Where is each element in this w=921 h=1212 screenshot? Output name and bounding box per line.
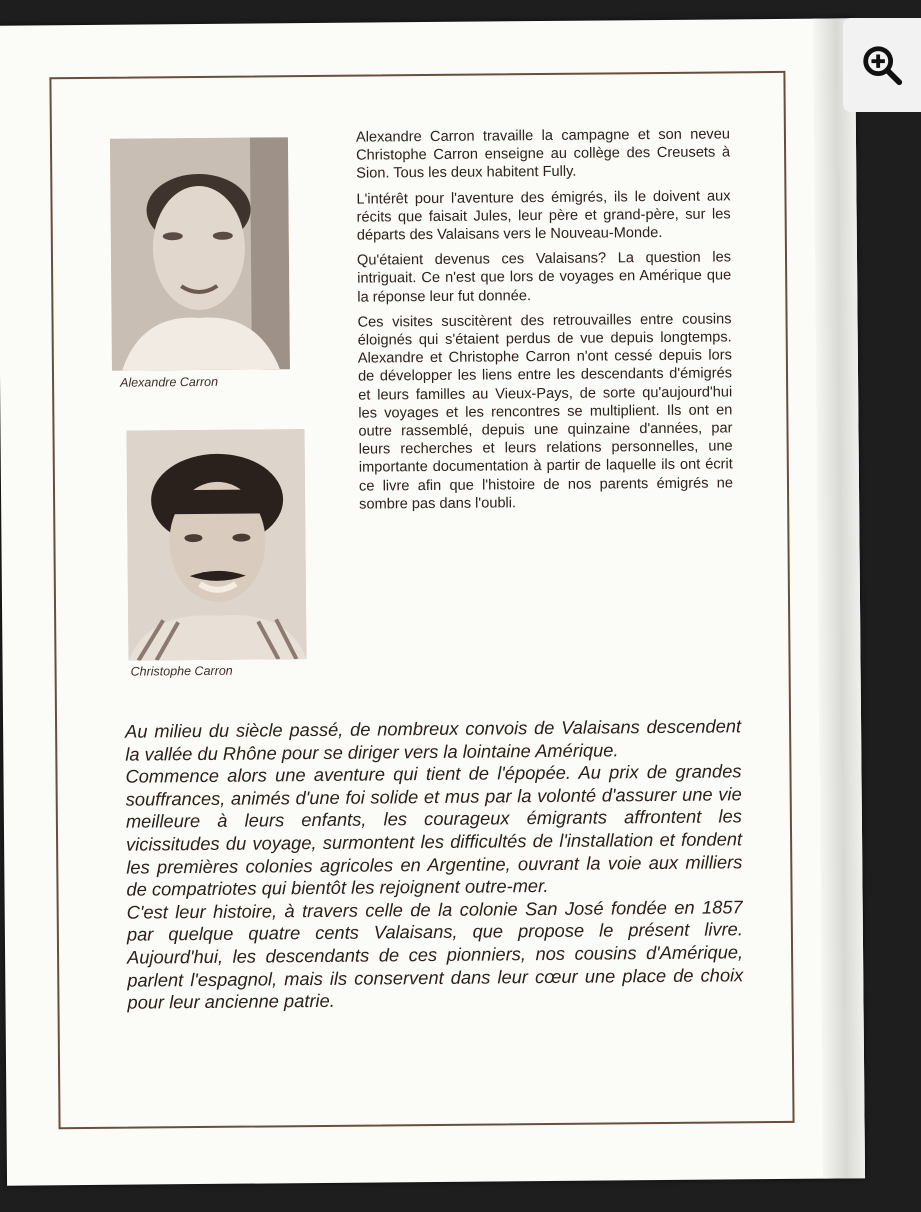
photo-caption-alexandre: Alexandre Carron: [120, 374, 219, 390]
zoom-in-icon: [859, 42, 905, 88]
book-back-cover: [0, 18, 865, 1185]
zoom-button[interactable]: [843, 18, 921, 112]
blurb-paragraph: Au milieu du siècle passé, de nombreux convois de Valaisans descendent la vallée du Rhône pour se diriger vers la lointaine Amérique.: [125, 715, 742, 765]
book-blurb: [125, 715, 744, 1014]
bio-paragraph: Alexandre Carron travaille la campagne et son neveu Christophe Carron enseigne au collège des Creusets à Sion. Tous les deux habitent Fully.: [355, 126, 731, 183]
blurb-paragraph: C'est leur histoire, à travers celle de la colonie San José fondée en 1857 par quelque quatre cents Valaisans, que propose le présent livre. Aujourd'hui, les descendants de ces pionniers, nos cousins d'Amérique, parlent l'espagnol, mais ils conservent dans leur cœur une place de choix pour leur ancienne patrie.: [126, 896, 744, 1013]
author-photo-alexandre: [110, 137, 290, 371]
cover-frame: [49, 71, 794, 1129]
author-photo-christophe: [126, 429, 306, 661]
photo-caption-christophe: Christophe Carron: [130, 663, 233, 679]
bio-paragraph: Ces visites suscitèrent des retrouvailles entre cousins éloignés qui s'étaient perdus de vue depuis longtemps. Alexandre et Christophe Carron n'ont cessé depuis lors de développer les liens entre les descendants d'émigrés et leurs familles au Vieux-Pays, de sorte qu'aujourd'hui les voyages et les rencontres se multiplient. Ils ont en outre rassemblé, depuis une quinzaine d'années, par leurs recherches et leurs relations personnelles, une importante documentation à partir de laquelle ils ont écrit ce livre afin que l'histoire de nos parents émigrés ne sombre pas dans l'oubli.: [357, 311, 734, 513]
bio-paragraph: Qu'étaient devenus ces Valaisans? La question les intriguait. Ce n'est que lors de voyages en Amérique que la réponse leur fut donnée.: [356, 249, 732, 306]
bio-paragraph: L'intérêt pour l'aventure des émigrés, ils le doivent aux récits que faisait Jules, leur père et grand-père, sur les départs des Valaisans vers le Nouveau-Monde.: [356, 187, 731, 244]
author-bio: [356, 125, 733, 520]
blurb-paragraph: Commence alors une aventure qui tient de l'épopée. Au prix de grandes souffrances, animés d'une foi solide et mus par la volonté d'assurer une vie meilleure à leurs enfants, les courageux émigrants affrontent les vicissitudes du voyage, surmontent les difficultés de l'installation et fondent les premières colonies agricoles en Argentine, ouvrant la voie aux milliers de compatriotes qui bientôt les rejoignent outre-mer.: [125, 760, 743, 900]
